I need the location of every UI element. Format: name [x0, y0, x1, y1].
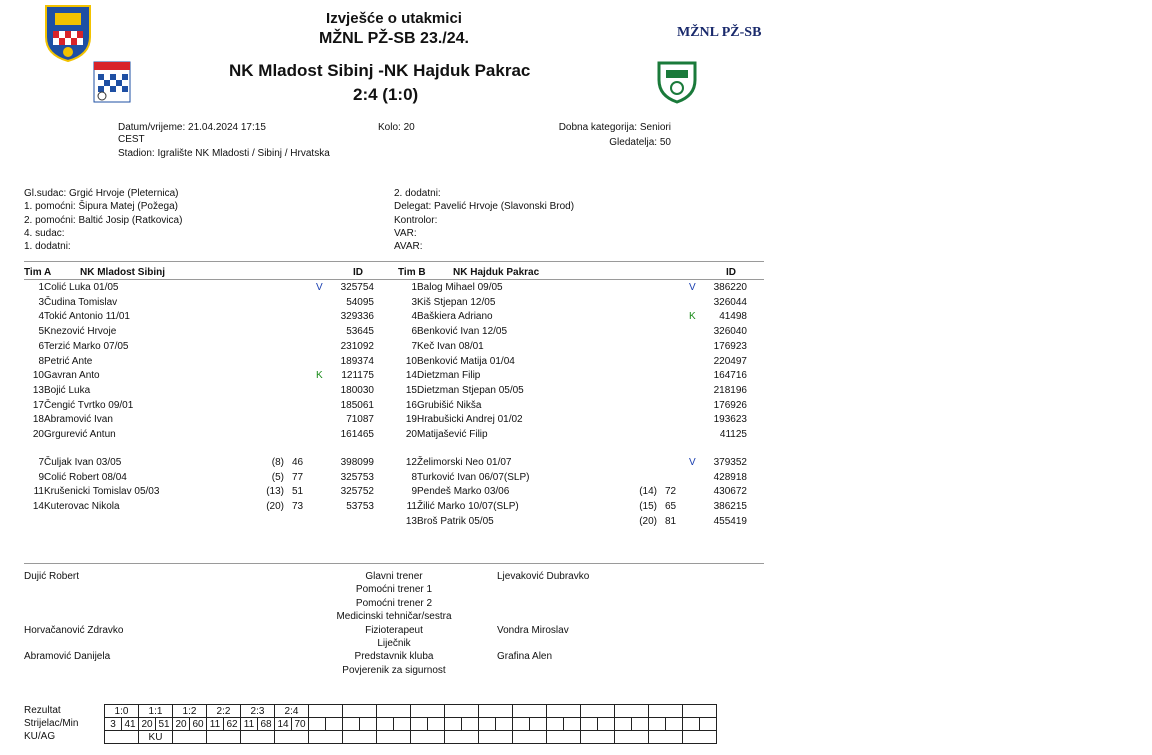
scorer-number-cell — [649, 718, 666, 731]
scorer-minute-cell: 41 — [122, 718, 139, 731]
kuag-cell — [309, 731, 343, 744]
sub-name: Broš Patrik 05/05 — [417, 515, 494, 527]
score-cell: 2:4 — [275, 705, 309, 718]
results-labels — [24, 704, 78, 743]
datetime-value: 21.04.2024 17:15 — [188, 122, 266, 133]
scorer-minute-cell — [666, 718, 683, 731]
kuag-label: KU/AG — [24, 731, 56, 742]
kuag-cell — [411, 731, 445, 744]
sub-id: 386215 — [713, 501, 747, 513]
scorer-minute-cell — [530, 718, 547, 731]
staff-role: Povjerenik za sigurnost — [342, 664, 446, 676]
player-name: Grubišić Nikša — [417, 399, 482, 411]
staff-role: Medicinski tehničar/sestra — [336, 611, 452, 623]
kuag-cell — [377, 731, 411, 744]
kuag-cell — [275, 731, 309, 744]
kuag-cell — [649, 731, 683, 744]
kuag-cell — [581, 731, 615, 744]
scorer-number-cell — [479, 718, 496, 731]
team-b-label: Tim B — [398, 267, 426, 278]
round — [378, 122, 415, 133]
player-id: 53645 — [346, 326, 374, 338]
category-label: Dobna kategorija: — [558, 122, 638, 133]
venue — [118, 148, 330, 159]
staff-role: Predstavnik kluba — [354, 651, 434, 663]
scorer-number-cell: 3 — [105, 718, 122, 731]
scorer-minute-cell — [394, 718, 411, 731]
sub-replaced: (15) — [639, 501, 657, 513]
team-b-name: NK Hajduk Pakrac — [453, 267, 540, 278]
score-cell — [513, 705, 547, 718]
sub-number: 14 — [32, 501, 44, 513]
score-cell: 1:2 — [173, 705, 207, 718]
sub-id: 325753 — [340, 471, 374, 483]
official-additional-2: 2. dodatni: — [394, 188, 441, 199]
scorer-minute-cell: 62 — [224, 718, 241, 731]
score-cell — [615, 705, 649, 718]
player-name: Keč Ivan 08/01 — [417, 340, 484, 352]
official-assistant-2: 2. pomoćni: Baltić Josip (Ratkovica) — [24, 214, 183, 226]
player-name: Petrić Ante — [44, 355, 93, 367]
player-id: 218196 — [713, 384, 747, 396]
officials-left — [24, 187, 182, 253]
score-cell — [479, 705, 513, 718]
player-number: 10 — [32, 370, 44, 382]
venue-value: Igralište NK Mladosti / Sibinj / Hrvatska — [157, 148, 330, 159]
home-staff-name: Abramović Danijela — [24, 651, 111, 663]
datetime-label: Datum/vrijeme: — [118, 122, 186, 133]
player-id: 41498 — [719, 311, 747, 323]
official-assistant-1: 1. pomoćni: Šipura Matej (Požega) — [24, 201, 178, 213]
attendance-label: Gledatelja: — [609, 137, 658, 148]
player-number: 20 — [405, 429, 417, 440]
scorer-minute-cell — [462, 718, 479, 731]
official-delegate: Delegat: Pavelić Hrvoje (Slavonski Brod) — [394, 201, 575, 213]
player-number: 3 — [411, 296, 417, 308]
scorer-minute-cell — [326, 718, 343, 731]
sub-minute: 65 — [665, 501, 677, 513]
kuag-cell — [343, 731, 377, 744]
player-number: 16 — [405, 399, 417, 411]
kuag-cell — [615, 731, 649, 744]
away-team-name: NK Hajduk Pakrac — [383, 61, 531, 80]
player-number: 7 — [411, 340, 417, 352]
sub-minute: 81 — [665, 515, 677, 527]
player-name: Gavran Anto — [44, 370, 100, 382]
scorer-minute-cell — [598, 718, 615, 731]
kuag-cell — [479, 731, 513, 744]
kuag-cell — [207, 731, 241, 744]
player-number: 8 — [38, 355, 44, 367]
away-staff-name: Ljevaković Dubravko — [497, 571, 590, 582]
player-number: 14 — [405, 370, 417, 382]
match-title — [229, 61, 530, 81]
official-fourth: 4. sudac: — [24, 227, 65, 239]
sub-name: Želimorski Neo 01/07 — [417, 457, 512, 468]
venue-label: Stadion: — [118, 148, 155, 159]
score-cell: 1:1 — [139, 705, 173, 718]
player-id: 325754 — [340, 282, 374, 293]
scorer-number-cell — [343, 718, 360, 731]
sub-number: 11 — [33, 486, 44, 498]
player-id: 41125 — [719, 429, 747, 440]
player-id: 329336 — [340, 311, 374, 323]
sub-replaced: (14) — [639, 486, 657, 498]
sub-name: Čuljak Ivan 03/05 — [44, 457, 122, 468]
team-a-id-header: ID — [353, 267, 363, 278]
sub-replaced: (20) — [639, 515, 657, 527]
scorer-minute-cell — [428, 718, 445, 731]
team-a-label: Tim A — [24, 267, 52, 278]
sub-replaced: (13) — [266, 486, 284, 498]
scorer-minute-cell: 60 — [190, 718, 207, 731]
sub-id: 398099 — [340, 457, 374, 468]
player-id: 54095 — [346, 296, 374, 308]
score-cell: 2:2 — [207, 705, 241, 718]
player-name: Matijašević Filip — [417, 429, 488, 440]
home-club-logo — [92, 60, 132, 104]
player-name: Kiš Stjepan 12/05 — [417, 296, 496, 308]
staff-role: Pomoćni trener 1 — [355, 584, 433, 596]
sub-name: Krušenicki Tomislav 05/03 — [44, 486, 160, 498]
official-var: VAR: — [394, 227, 417, 239]
sub-number: 9 — [411, 486, 417, 498]
sub-id: 428918 — [713, 471, 747, 483]
kuag-cell — [513, 731, 547, 744]
team-separator: - — [378, 61, 384, 80]
attendance-value: 50 — [659, 137, 671, 148]
timezone: CEST — [118, 134, 145, 145]
scorer-number-cell — [581, 718, 598, 731]
home-staff-name: Horvačanović Zdravko — [24, 624, 124, 636]
sub-minute: 72 — [665, 486, 677, 498]
goalkeeper-mark: V — [689, 457, 696, 468]
sub-name: Turković Ivan 06/07(SLP) — [417, 471, 530, 483]
player-name: Čudina Tomislav — [44, 296, 118, 308]
round-value: 20 — [403, 122, 415, 133]
divider-staff — [24, 563, 764, 564]
score-cell — [683, 705, 717, 718]
scorer-minute-cell — [496, 718, 513, 731]
player-name: Benković Matija 01/04 — [417, 355, 515, 367]
player-name: Dietzman Filip — [417, 370, 481, 382]
player-id: 386220 — [713, 282, 747, 293]
staff-role: Fizioterapeut — [365, 624, 423, 636]
player-number: 4 — [38, 311, 44, 323]
player-id: 71087 — [346, 414, 374, 426]
scorer-number-cell — [377, 718, 394, 731]
away-staff-name: Vondra Miroslav — [497, 624, 569, 636]
sub-name: Pendeš Marko 03/06 — [417, 486, 510, 498]
association-logo — [43, 3, 93, 63]
player-id: 231092 — [340, 340, 374, 352]
kuag-cell — [105, 731, 139, 744]
sub-replaced: (20) — [266, 501, 284, 513]
score-cell — [649, 705, 683, 718]
league-title: MŽNL PŽ-SB 23./24. — [319, 30, 469, 47]
player-number: 13 — [32, 384, 44, 396]
sub-name: Colić Robert 08/04 — [44, 471, 127, 483]
team-b-id-header: ID — [726, 267, 736, 278]
kuag-cell: KU — [139, 731, 173, 744]
sub-id: 53753 — [346, 501, 374, 513]
player-number: 6 — [411, 326, 417, 338]
round-label: Kolo: — [378, 122, 401, 133]
player-id: 326040 — [713, 326, 747, 338]
scorer-number-cell: 14 — [275, 718, 292, 731]
scorer-minute-cell: 68 — [258, 718, 275, 731]
player-name: Bojić Luka — [44, 384, 91, 396]
player-name: Baškiera Adriano — [417, 311, 493, 323]
scorer-number-cell: 20 — [173, 718, 190, 731]
sub-number: 8 — [411, 471, 417, 483]
player-number: 10 — [405, 355, 417, 367]
away-club-logo — [656, 60, 698, 104]
home-staff-name: Dujić Robert — [24, 571, 80, 582]
player-name: Balog Mihael 09/05 — [417, 282, 503, 293]
scorer-number-cell — [683, 718, 700, 731]
sub-number: 11 — [406, 501, 417, 513]
score-cell — [581, 705, 615, 718]
kuag-cell — [173, 731, 207, 744]
player-name: Benković Ivan 12/05 — [417, 326, 508, 338]
league-tag: MŽNL PŽ-SB — [677, 25, 762, 40]
score-cell: 1:0 — [105, 705, 139, 718]
kuag-cell — [547, 731, 581, 744]
sub-id: 325752 — [340, 486, 374, 498]
player-number: 5 — [38, 326, 44, 338]
player-number: 6 — [38, 340, 44, 352]
player-number: 15 — [405, 384, 417, 396]
sub-minute: 73 — [292, 501, 304, 513]
sub-number: 12 — [405, 457, 417, 468]
captain-mark: K — [689, 311, 696, 323]
official-avar: AVAR: — [394, 241, 423, 253]
sub-minute: 51 — [292, 486, 304, 498]
player-number: 1 — [38, 282, 44, 293]
sub-minute: 46 — [292, 457, 304, 468]
scorer-minute-cell: 51 — [156, 718, 173, 731]
player-id: 161465 — [340, 429, 374, 440]
player-id: 180030 — [340, 384, 374, 396]
score-cell — [547, 705, 581, 718]
player-id: 193623 — [713, 414, 747, 426]
player-id: 185061 — [340, 399, 374, 411]
official-referee: Gl.sudac: Grgić Hrvoje (Pleternica) — [24, 188, 179, 199]
report-title: Izvješće o utakmici — [326, 10, 462, 27]
goalkeeper-mark: V — [689, 282, 696, 293]
player-id: 220497 — [713, 355, 747, 367]
player-name: Abramović Ivan — [44, 414, 113, 426]
officials-right — [394, 187, 574, 253]
official-controller: Kontrolor: — [394, 214, 438, 226]
category-value: Seniori — [639, 122, 671, 133]
sub-replaced: (8) — [271, 457, 284, 468]
scorer-minute-cell — [360, 718, 377, 731]
final-score: 2:4 (1:0) — [353, 85, 419, 104]
player-number: 4 — [411, 311, 417, 323]
scorer-minute-cell — [564, 718, 581, 731]
player-id: 176926 — [713, 399, 747, 411]
player-number: 17 — [32, 399, 44, 411]
strijelac-label: Strijelac/Min — [24, 718, 79, 729]
scorer-number-cell: 20 — [139, 718, 156, 731]
score-cell — [309, 705, 343, 718]
sub-name: Kuterovac Nikola — [44, 501, 120, 513]
player-number: 19 — [405, 414, 417, 426]
player-name: Dietzman Stjepan 05/05 — [417, 384, 524, 396]
player-id: 326044 — [713, 296, 747, 308]
sub-id: 379352 — [713, 457, 747, 468]
scorer-number-cell — [445, 718, 462, 731]
player-name: Knezović Hrvoje — [44, 326, 117, 338]
player-id: 121175 — [341, 370, 374, 382]
goalkeeper-mark: V — [316, 282, 323, 293]
datetime — [118, 122, 266, 133]
player-name: Hrabušicki Andrej 01/02 — [417, 414, 523, 426]
rezultat-label: Rezultat — [24, 705, 61, 716]
kuag-cell — [241, 731, 275, 744]
sub-name: Žilić Marko 10/07(SLP) — [417, 501, 519, 513]
kuag-cell — [445, 731, 479, 744]
player-id: 164716 — [713, 370, 747, 382]
sub-number: 13 — [405, 515, 417, 527]
captain-mark: K — [316, 370, 323, 382]
scorer-minute-cell — [700, 718, 717, 731]
staff-role: Glavni trener — [365, 571, 423, 582]
home-team-name: NK Mladost Sibinj — [229, 61, 374, 80]
official-additional-1: 1. dodatni: — [24, 241, 71, 253]
scorer-number-cell — [411, 718, 428, 731]
scorer-number-cell — [513, 718, 530, 731]
attendance — [540, 137, 671, 148]
player-id: 176923 — [713, 340, 747, 352]
player-number: 20 — [32, 429, 44, 440]
sub-replaced: (5) — [271, 471, 284, 483]
scorer-number-cell: 11 — [207, 718, 224, 731]
player-name: Colić Luka 01/05 — [44, 282, 119, 293]
player-name: Terzić Marko 07/05 — [44, 340, 129, 352]
results-table — [104, 704, 717, 744]
kuag-cell — [683, 731, 717, 744]
divider-top — [24, 261, 764, 262]
category — [540, 122, 671, 133]
scorer-minute-cell — [632, 718, 649, 731]
player-id: 189374 — [340, 355, 374, 367]
player-name: Čengić Tvrtko 09/01 — [44, 399, 134, 411]
player-number: 18 — [32, 414, 44, 426]
away-staff-name: Grafina Alen — [497, 651, 553, 663]
score-cell — [343, 705, 377, 718]
sub-number: 7 — [38, 457, 44, 468]
score-cell — [445, 705, 479, 718]
score-cell — [377, 705, 411, 718]
sub-minute: 77 — [292, 471, 304, 483]
player-name: Grgurević Antun — [44, 429, 116, 440]
staff-role: Pomoćni trener 2 — [355, 597, 433, 609]
team-a-name: NK Mladost Sibinj — [80, 267, 165, 278]
sub-id: 430672 — [713, 486, 747, 498]
player-number: 3 — [38, 296, 44, 308]
player-number: 1 — [411, 282, 417, 293]
scorer-number-cell — [309, 718, 326, 731]
scorer-minute-cell: 70 — [292, 718, 309, 731]
scorer-number-cell — [615, 718, 632, 731]
scorer-number-cell: 11 — [241, 718, 258, 731]
score-cell: 2:3 — [241, 705, 275, 718]
sub-number: 9 — [38, 471, 44, 483]
divider-header — [24, 279, 764, 280]
player-name: Tokić Antonio 11/01 — [44, 311, 130, 323]
scorer-number-cell — [547, 718, 564, 731]
staff-role: Liječnik — [377, 638, 411, 649]
score-cell — [411, 705, 445, 718]
sub-id: 455419 — [713, 515, 747, 527]
